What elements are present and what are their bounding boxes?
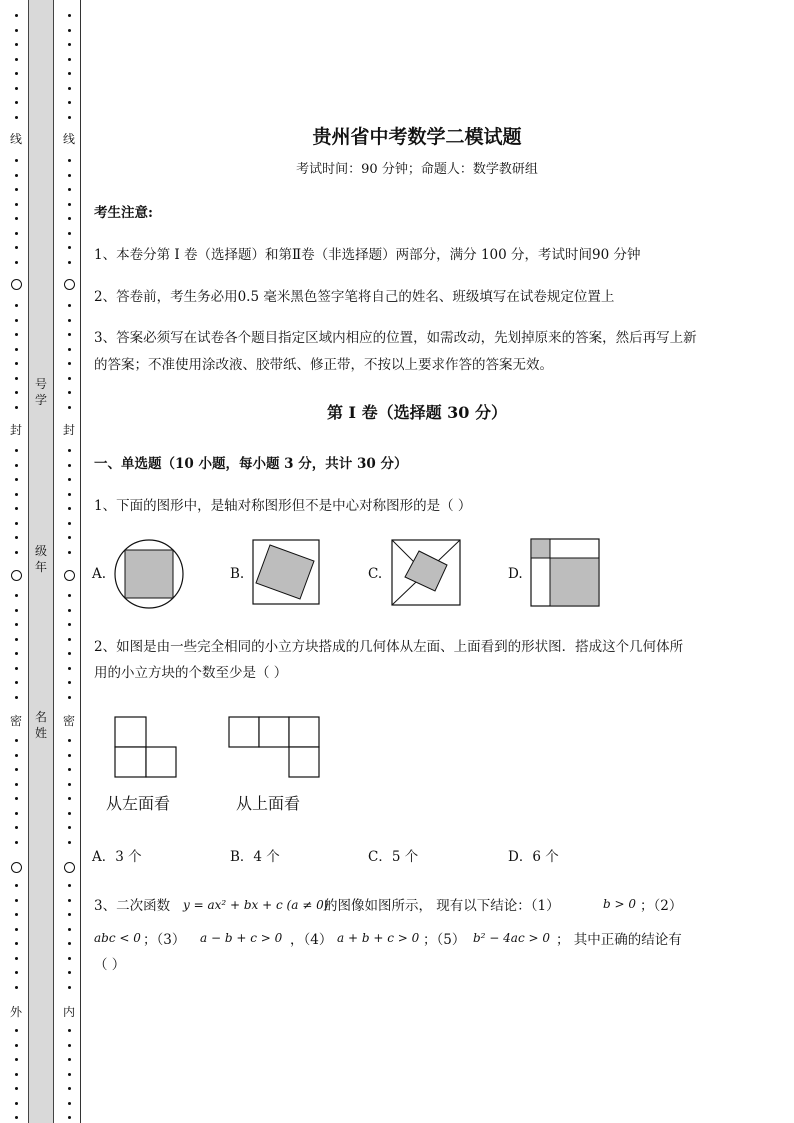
q3-conclusion-1: b > 0 bbox=[603, 897, 636, 911]
margin-dot bbox=[68, 203, 71, 206]
margin-dot bbox=[15, 319, 18, 322]
q1-option-c-label: C. bbox=[368, 566, 383, 582]
margin-dot bbox=[15, 522, 18, 525]
margin-dot bbox=[15, 928, 18, 931]
margin-dot bbox=[68, 101, 71, 104]
margin-dot bbox=[15, 362, 18, 365]
margin-dot bbox=[15, 58, 18, 61]
margin-dot bbox=[15, 261, 18, 264]
notice-item: 1、本卷分第 I 卷（选择题）和第Ⅱ卷（非选择题）两部分，满分 100 分，考试时间90 分钟 bbox=[94, 247, 641, 263]
outer-label-line: 线 bbox=[9, 132, 22, 146]
margin-dot bbox=[68, 928, 71, 931]
margin-dot bbox=[68, 754, 71, 757]
margin-dot bbox=[15, 536, 18, 539]
margin-dot bbox=[68, 594, 71, 597]
q3-separator: ；（2） bbox=[640, 898, 683, 914]
margin-dot bbox=[15, 188, 18, 191]
margin-dot bbox=[68, 72, 71, 75]
inner-label-line: 线 bbox=[62, 132, 75, 146]
margin-dot bbox=[68, 304, 71, 307]
strip-field-char: 级 bbox=[34, 544, 47, 558]
margin-dot bbox=[68, 507, 71, 510]
margin-dot bbox=[68, 391, 71, 394]
question-1-text: 1、下面的图形中，是轴对称图形但不是中心对称图形的是（ ） bbox=[94, 498, 472, 514]
q1-option-b-label: B. bbox=[230, 566, 245, 582]
margin-dot bbox=[15, 623, 18, 626]
margin-dot bbox=[15, 971, 18, 974]
margin-dot bbox=[15, 391, 18, 394]
margin-dot bbox=[68, 652, 71, 655]
q3-label-5: ；（5） bbox=[423, 932, 466, 948]
q2-top-view bbox=[228, 716, 322, 780]
margin-dot bbox=[68, 14, 71, 17]
margin-dot bbox=[68, 449, 71, 452]
margin-dot bbox=[15, 1044, 18, 1047]
margin-dot bbox=[15, 464, 18, 467]
circle-marker bbox=[64, 279, 75, 290]
margin-dot bbox=[15, 87, 18, 90]
margin-dot bbox=[15, 1058, 18, 1061]
margin-dot bbox=[15, 551, 18, 554]
margin-dot bbox=[15, 203, 18, 206]
margin-dot bbox=[15, 507, 18, 510]
margin-dot bbox=[68, 812, 71, 815]
strip-field-char: 年 bbox=[34, 560, 47, 574]
margin-dot bbox=[68, 319, 71, 322]
margin-dot bbox=[15, 29, 18, 32]
margin-dot bbox=[15, 232, 18, 235]
margin-dot bbox=[68, 493, 71, 496]
margin-dot bbox=[68, 116, 71, 119]
q3-conclusion-intro: 的图像如图所示， 现有以下结论：（1） bbox=[324, 898, 560, 914]
margin-dot bbox=[68, 899, 71, 902]
margin-dot bbox=[68, 232, 71, 235]
margin-dot bbox=[15, 72, 18, 75]
margin-dot bbox=[68, 884, 71, 887]
part-heading: 一、单选题（10 小题，每小题 3 分，共计 30 分） bbox=[94, 456, 408, 472]
margin-dot bbox=[15, 812, 18, 815]
notice-item: 的答案；不准使用涂改液、胶带纸、修正带，不按以上要求作答的答案无效。 bbox=[94, 357, 553, 373]
margin-dot bbox=[68, 1087, 71, 1090]
margin-dot bbox=[68, 1058, 71, 1061]
margin-dot bbox=[15, 1087, 18, 1090]
margin-dot bbox=[68, 971, 71, 974]
margin-dot bbox=[68, 1073, 71, 1076]
q3-conclusion-3: a − b + c > 0 bbox=[200, 931, 283, 945]
q2-option-a: A．3 个 bbox=[92, 849, 142, 865]
margin-dot bbox=[68, 348, 71, 351]
margin-dot bbox=[15, 942, 18, 945]
question-3-prefix: 3、二次函数 bbox=[94, 898, 171, 914]
margin-dot bbox=[68, 957, 71, 960]
q3-conclusion-4: a + b + c > 0 bbox=[337, 931, 420, 945]
margin-dot bbox=[68, 29, 71, 32]
margin-dot bbox=[68, 1044, 71, 1047]
notice-item: 3、答案必须写在试卷各个题目指定区域内相应的位置，如需改动，先划掉原来的答案，然后再写上新 bbox=[94, 330, 697, 346]
margin-dot bbox=[68, 1116, 71, 1119]
margin-dot bbox=[15, 652, 18, 655]
margin-dot bbox=[15, 493, 18, 496]
margin-dot bbox=[15, 333, 18, 336]
margin-dot bbox=[68, 1029, 71, 1032]
margin-dot bbox=[68, 362, 71, 365]
margin-dot bbox=[68, 609, 71, 612]
q2-option-d: D．6 个 bbox=[508, 849, 559, 865]
margin-dot bbox=[68, 1102, 71, 1105]
margin-dot bbox=[68, 681, 71, 684]
margin-dot bbox=[68, 522, 71, 525]
circle-marker bbox=[11, 279, 22, 290]
q2-left-view-caption: 从左面看 bbox=[106, 794, 171, 813]
field-name bbox=[28, 709, 54, 741]
margin-dot bbox=[68, 464, 71, 467]
circle-marker bbox=[11, 862, 22, 873]
margin-dot bbox=[68, 536, 71, 539]
margin-dot bbox=[15, 913, 18, 916]
q3-conclusion-2: abc < 0 bbox=[94, 931, 141, 945]
margin-dot bbox=[15, 841, 18, 844]
question-2-text: 2、如图是由一些完全相同的小立方块搭成的几何体从左面、上面看到的形状图．搭成这个几何体所 bbox=[94, 639, 684, 655]
margin-dot bbox=[15, 217, 18, 220]
margin-dot bbox=[68, 942, 71, 945]
margin-dot bbox=[15, 899, 18, 902]
circle-marker bbox=[64, 570, 75, 581]
strip-field-char: 姓 bbox=[34, 726, 47, 740]
q1-figure-d bbox=[530, 538, 602, 608]
margin-dot bbox=[15, 768, 18, 771]
notice-heading: 考生注意: bbox=[94, 205, 153, 221]
q3-formula: y = ax² + bx + c (a ≠ 0) bbox=[183, 898, 329, 912]
outer-label-secret: 密 bbox=[9, 714, 22, 728]
margin-dot bbox=[15, 884, 18, 887]
q3-label-4: ，（4） bbox=[290, 932, 333, 948]
q1-figure-b bbox=[252, 539, 322, 607]
q3-label-3: ；（3） bbox=[143, 932, 186, 948]
margin-dot bbox=[68, 58, 71, 61]
margin-dot bbox=[15, 1029, 18, 1032]
margin-dot bbox=[15, 681, 18, 684]
q2-left-view bbox=[114, 716, 178, 780]
margin-dot bbox=[15, 43, 18, 46]
margin-dot bbox=[15, 797, 18, 800]
margin-dot bbox=[15, 101, 18, 104]
margin-dot bbox=[15, 116, 18, 119]
margin-dot bbox=[15, 783, 18, 786]
margin-dot bbox=[68, 478, 71, 481]
q2-option-b: B．4 个 bbox=[230, 849, 280, 865]
margin-dot bbox=[15, 826, 18, 829]
margin-dot bbox=[68, 913, 71, 916]
outer-label-seal: 封 bbox=[9, 423, 22, 437]
margin-dot bbox=[15, 1116, 18, 1119]
margin-dot bbox=[15, 1073, 18, 1076]
margin-dot bbox=[68, 623, 71, 626]
margin-dot bbox=[15, 638, 18, 641]
margin-dot bbox=[68, 87, 71, 90]
margin-dot bbox=[15, 594, 18, 597]
q1-option-d-label: D. bbox=[508, 566, 523, 582]
margin-dot bbox=[68, 667, 71, 670]
margin-dot bbox=[68, 551, 71, 554]
q3-conclusion-5: b² − 4ac > 0 bbox=[473, 931, 551, 945]
section-title: 第 I 卷（选择题 30 分） bbox=[326, 403, 508, 422]
margin-dot bbox=[68, 261, 71, 264]
margin-dot bbox=[15, 696, 18, 699]
q1-option-a-label: A. bbox=[92, 566, 107, 582]
margin-dot bbox=[68, 217, 71, 220]
margin-dot bbox=[68, 739, 71, 742]
margin-dot bbox=[15, 478, 18, 481]
inner-label-inside: 内 bbox=[62, 1005, 75, 1019]
exam-title: 贵州省中考数学二模试题 bbox=[312, 126, 522, 148]
margin-dot bbox=[68, 826, 71, 829]
strip-field-char: 学 bbox=[34, 393, 47, 407]
margin-dot bbox=[15, 957, 18, 960]
strip-field-char: 名 bbox=[34, 710, 47, 724]
margin-dot bbox=[15, 246, 18, 249]
q1-figure-a bbox=[113, 538, 185, 610]
outer-label-outside: 外 bbox=[9, 1005, 22, 1019]
margin-dot bbox=[15, 667, 18, 670]
margin-dot bbox=[68, 377, 71, 380]
margin-dot bbox=[68, 188, 71, 191]
margin-dot bbox=[15, 14, 18, 17]
q3-answer-paren: （ ） bbox=[94, 957, 126, 973]
q1-figure-c bbox=[391, 539, 463, 607]
margin-dot bbox=[68, 841, 71, 844]
inner-label-seal: 封 bbox=[62, 423, 75, 437]
q3-tail: ； 其中正确的结论有 bbox=[556, 932, 682, 948]
notice-item: 2、答卷前，考生务必用0.5 毫米黑色签字笔将自己的姓名、班级填写在试卷规定位置上 bbox=[94, 289, 615, 305]
margin-dot bbox=[68, 768, 71, 771]
strip-field-char: 号 bbox=[34, 377, 47, 391]
circle-marker bbox=[11, 570, 22, 581]
margin-dot bbox=[15, 304, 18, 307]
margin-dot bbox=[15, 449, 18, 452]
circle-marker bbox=[64, 862, 75, 873]
margin-dot bbox=[15, 739, 18, 742]
margin-dot bbox=[68, 696, 71, 699]
margin-dot bbox=[15, 377, 18, 380]
margin-dot bbox=[68, 333, 71, 336]
margin-dot bbox=[68, 638, 71, 641]
margin-dot bbox=[15, 1102, 18, 1105]
margin-dot bbox=[15, 986, 18, 989]
margin-dot bbox=[15, 348, 18, 351]
q2-option-c: C．5 个 bbox=[368, 849, 419, 865]
inner-label-secret: 密 bbox=[62, 714, 75, 728]
margin-dot bbox=[68, 43, 71, 46]
margin-dot bbox=[68, 783, 71, 786]
exam-subtitle: 考试时间：90 分钟；命题人：数学教研组 bbox=[296, 162, 538, 177]
margin-dot bbox=[68, 986, 71, 989]
margin-dot bbox=[68, 246, 71, 249]
margin-dot bbox=[68, 797, 71, 800]
question-2-text-cont: 用的小立方块的个数至少是（ ） bbox=[94, 665, 288, 681]
q2-top-view-caption: 从上面看 bbox=[236, 794, 301, 813]
field-grade bbox=[28, 543, 54, 575]
margin-dot bbox=[15, 609, 18, 612]
margin-dot bbox=[15, 754, 18, 757]
